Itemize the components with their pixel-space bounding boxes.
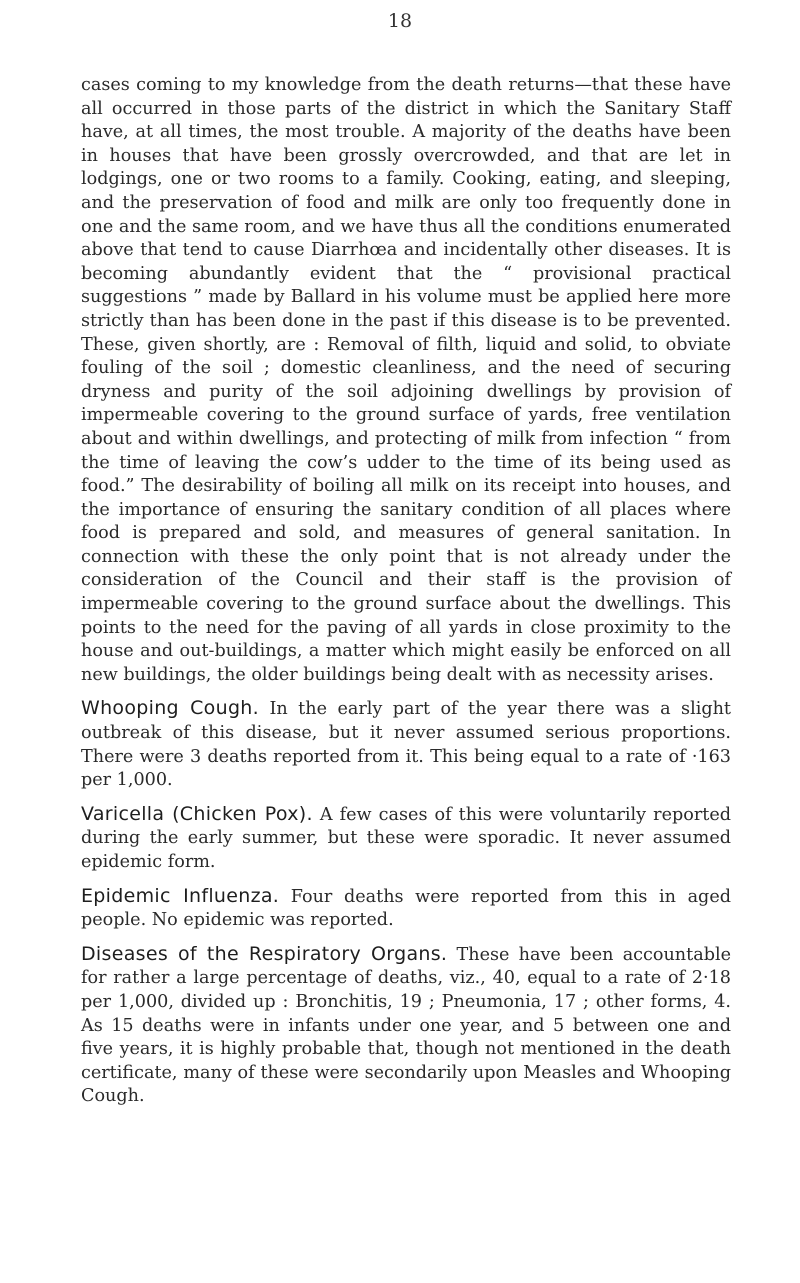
paragraph-text: A few cases of this were voluntarily reported during the early summer, but these were sporadic. It never assumed epidemic form.: [81, 804, 731, 872]
paragraph-varicella: [81, 803, 731, 875]
paragraph-text: Four deaths were reported from this in aged people. No epidemic was reported.: [81, 886, 731, 931]
paragraph-respiratory: [81, 943, 731, 1109]
section-heading-respiratory: Diseases of the Respiratory Organs.: [81, 942, 448, 965]
section-heading-whooping-cough: Whooping Cough.: [81, 697, 259, 720]
section-heading-influenza: Epidemic Influenza.: [81, 884, 280, 907]
document-body: [81, 74, 731, 1119]
paragraph-whooping-cough: [81, 697, 731, 792]
paragraph-text: These have been accountable for rather a large percentage of deaths, viz., 40, equal to a rate of 2·18 per 1,000, divided up : Bronchitis, 19 ; Pneumonia, 17 ; other forms, 4. As 15 deaths were in infants under one year, and 5 between one and five years, it is highly probable that, though not mentioned in the death certificate, many of these were secondarily upon Measles and Whooping Cough.: [81, 944, 731, 1107]
paragraph-text: In the early part of the year there was a slight outbreak of this disease, but it never assumed serious proportions. There were 3 deaths reported from it. This being equal to a rate of ·163 per 1,000.: [81, 699, 731, 791]
paragraph-text: cases coming to my knowledge from the death returns—that these have all occurred in those parts of the district in which the Sanitary Staff have, at all times, the most trouble. A majority of the deaths have been in houses that have been grossly overcrowded, and that are let in lodgings, one or two rooms to a family. Cooking, eating, and sleeping, and the preservation of food and milk are only too frequently done in one and the same room, and we have thus all the conditions enumerated above that tend to cause Diarrhœa and incidentally other diseases. It is becoming abundantly evident that the “ provisional practical suggestions ” made by Ballard in his volume must be applied here more strictly than has been done in the past if this disease is to be prevented. These, given shortly, are : Removal of filth, liquid and solid, to obviate fouling of the soil ; domestic cleanliness, and the need of securing dryness and purity of the soil adjoining dwellings by provision of impermeable covering to the ground surface of yards, free ventilation about and within dwellings, and protecting of milk from infection “ from the time of leaving the cow’s udder to the time of its being used as food.” The desirability of boiling all milk on its receipt into houses, and the importance of ensuring the sanitary condition of all places where food is prepared and sold, and measures of general sanitation. In connection with these the only point that is not already under the consideration of the Council and their staff is the provision of impermeable covering to the ground surface about the dwellings. This points to the need for the paving of all yards in close proximity to the house and out-buildings, a matter which might easily be enforced on all new buildings, the older buildings being dealt with as necessity arises.: [81, 75, 731, 685]
paragraph-diarrhoea: [81, 74, 731, 687]
page-number: 18: [387, 10, 413, 32]
section-heading-varicella: Varicella (Chicken Pox).: [81, 802, 313, 825]
paragraph-influenza: [81, 885, 731, 933]
